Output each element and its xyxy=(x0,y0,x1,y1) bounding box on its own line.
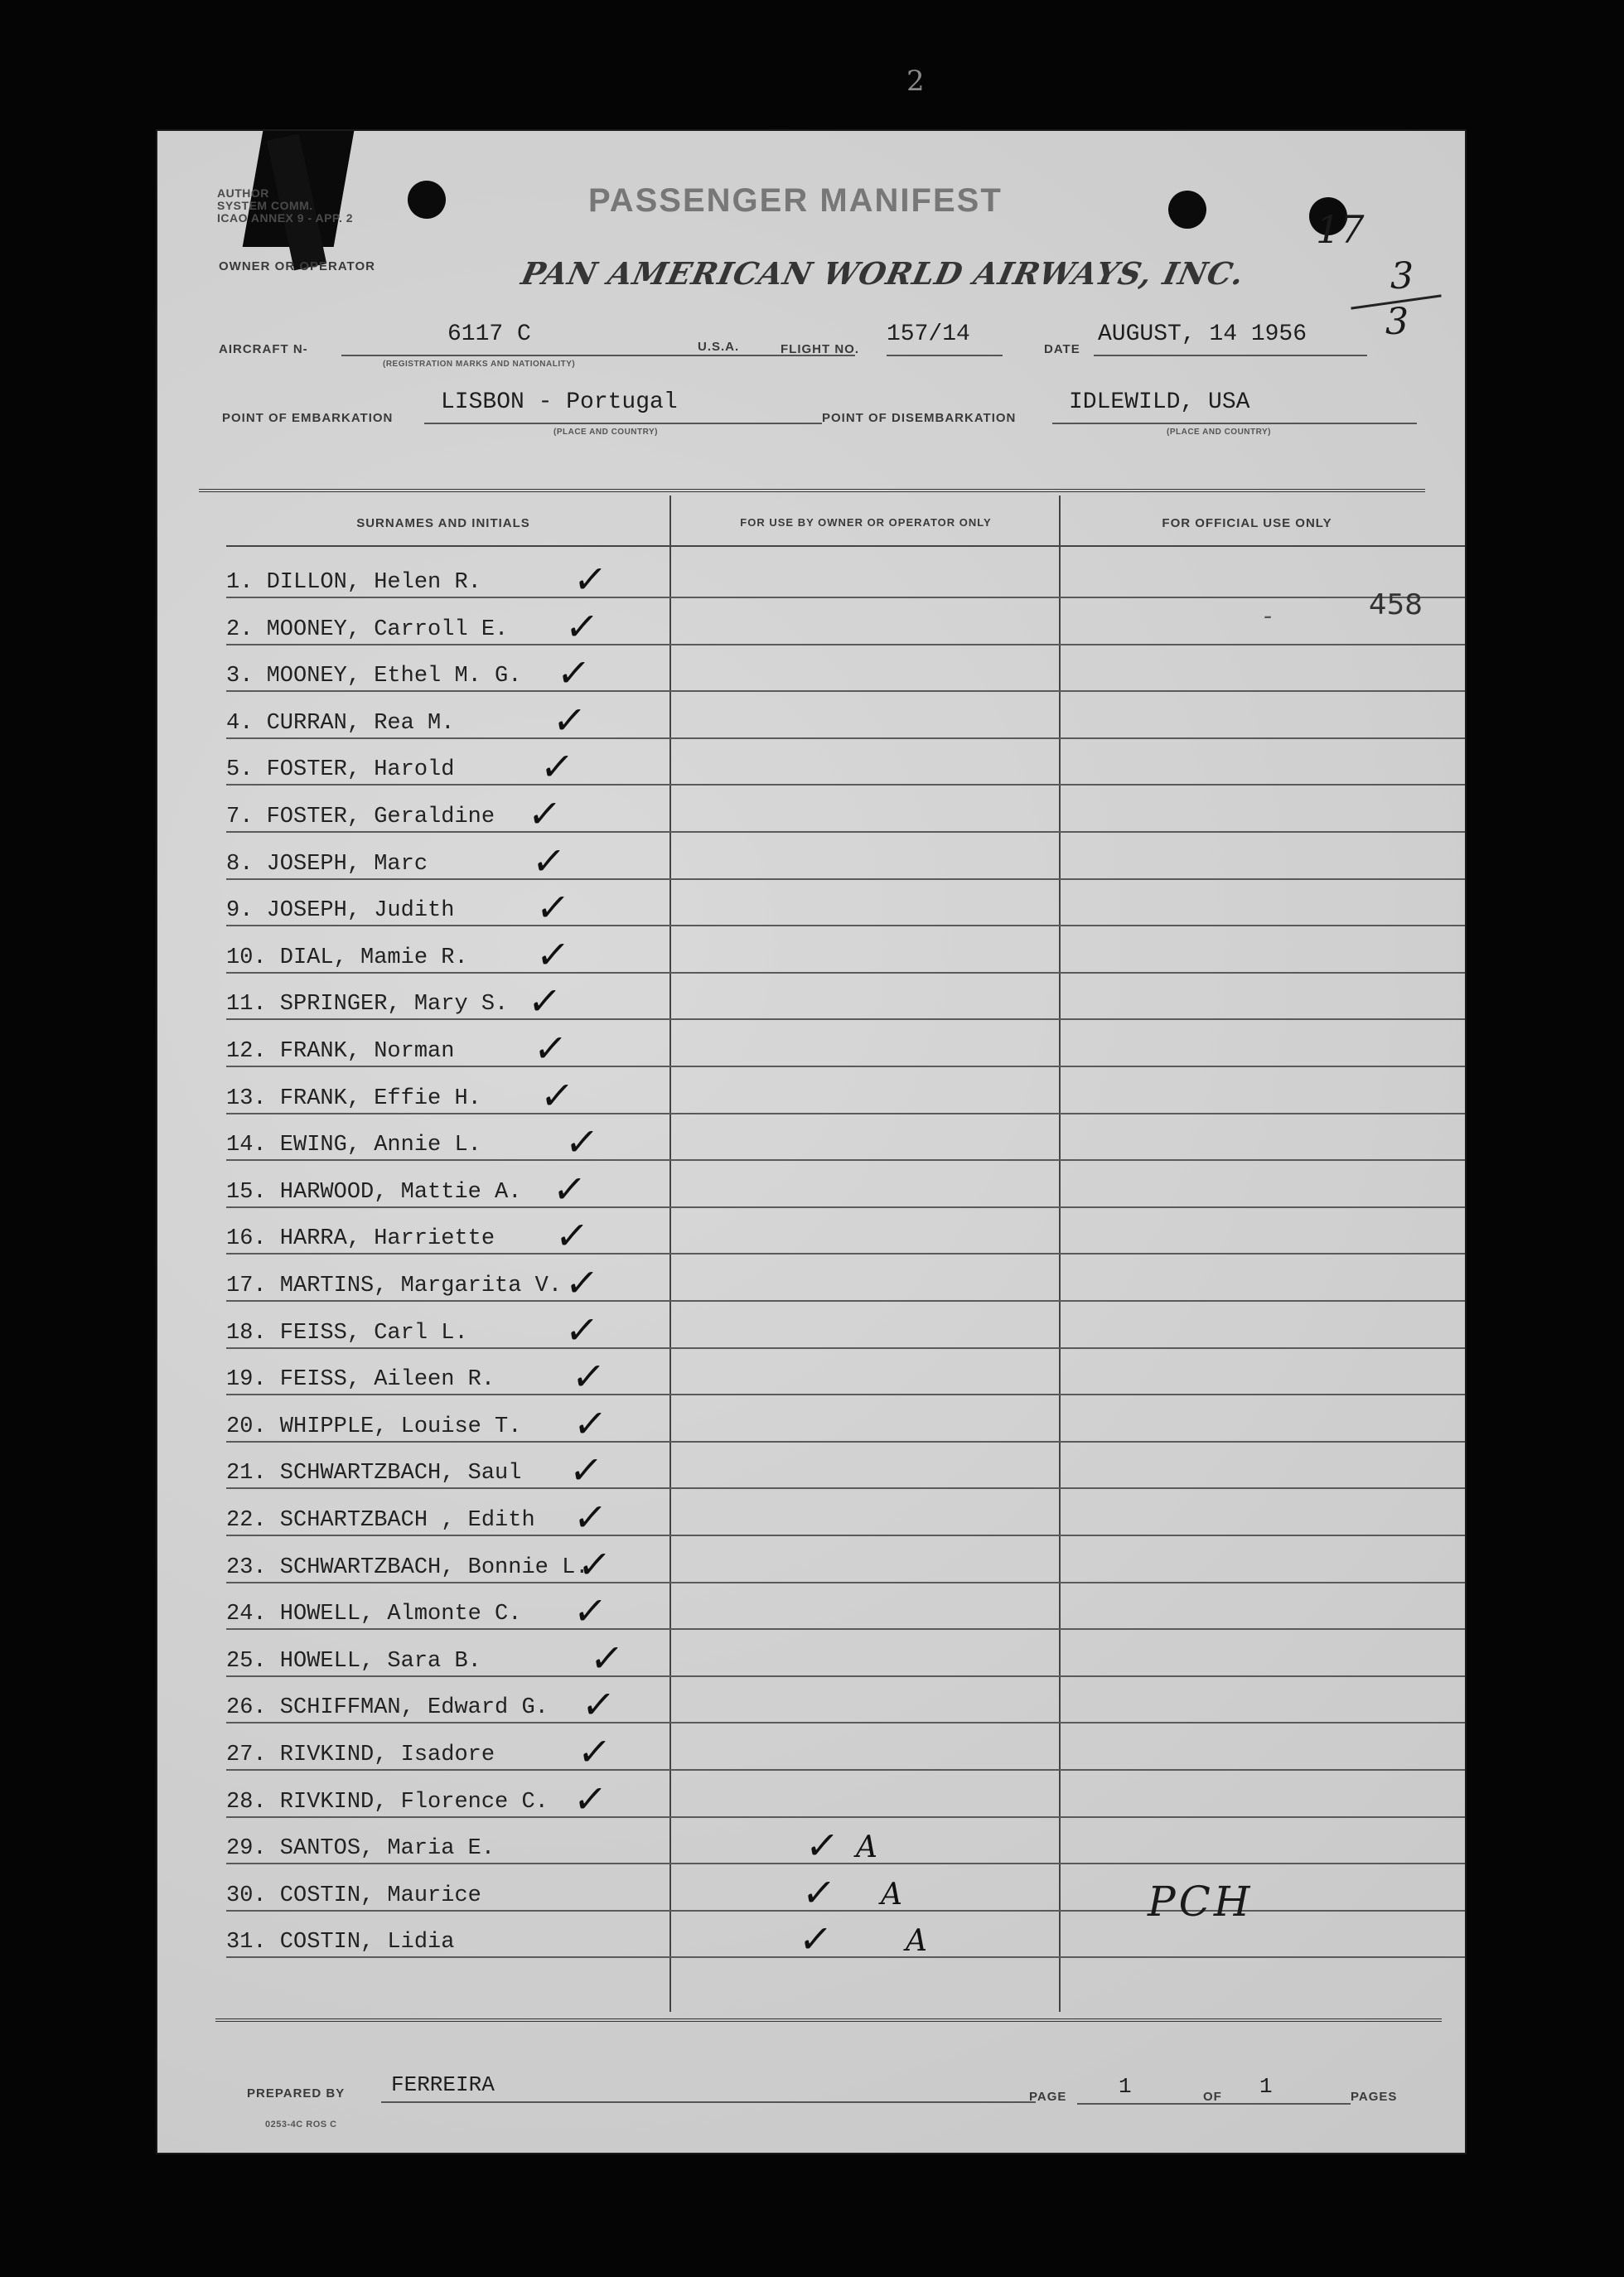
owner-check-icon: ✓ xyxy=(796,1917,835,1962)
owner-mark: A xyxy=(881,1877,902,1912)
passenger-name: 3. MOONEY, Ethel M. G. xyxy=(226,664,522,689)
embarkation-caption: (PLACE AND COUNTRY) xyxy=(553,428,658,437)
usa-label: U.S.A. xyxy=(698,340,740,354)
passenger-row xyxy=(226,1631,1465,1680)
passenger-row xyxy=(226,1114,1465,1165)
passenger-name: 17. MARTINS, Margarita V. xyxy=(226,1274,563,1298)
check-mark-icon: ✓ xyxy=(571,1400,610,1446)
footer-code: 0253-4C ROS C xyxy=(265,2120,337,2130)
passenger-name: 14. EWING, Annie L. xyxy=(226,1133,481,1158)
passenger-row xyxy=(226,1677,1465,1728)
passenger-name: 31. COSTIN, Lidia xyxy=(226,1930,455,1956)
passenger-name: 9. JOSEPH, Judith xyxy=(226,898,455,924)
page-total: 1 xyxy=(1259,2074,1273,2099)
passenger-name: 16. HARRA, Harriette xyxy=(226,1226,495,1252)
check-mark-icon: ✓ xyxy=(569,1354,608,1400)
check-mark-icon: ✓ xyxy=(538,1072,577,1118)
operator-name: PAN AMERICAN WORLD AIRWAYS, INC. xyxy=(518,255,1248,292)
table-bottom-rule xyxy=(215,2018,1442,2022)
check-mark-icon: ✓ xyxy=(563,1119,602,1165)
check-mark-icon: ✓ xyxy=(534,885,573,931)
passenger-row xyxy=(226,1396,1465,1446)
check-mark-icon: ✓ xyxy=(563,1260,602,1305)
passenger-row xyxy=(226,880,1465,931)
check-mark-icon: ✓ xyxy=(575,1729,614,1774)
passenger-name: 21. SCHWARTZBACH, Saul xyxy=(226,1461,522,1487)
passenger-row xyxy=(226,599,1465,649)
passenger-name: 10. DIAL, Mamie R. xyxy=(226,945,468,970)
form-code-line: ICAO ANNEX 9 - APP. 2 xyxy=(217,211,354,225)
passenger-name: 29. SANTOS, Maria E. xyxy=(226,1836,495,1862)
check-mark-icon: ✓ xyxy=(554,650,593,696)
passenger-name: 4. CURRAN, Rea M. xyxy=(226,710,455,736)
passenger-row xyxy=(226,693,1465,742)
passenger-row xyxy=(226,1208,1465,1259)
passenger-row xyxy=(226,1349,1465,1400)
passenger-name: 15. HARWOOD, Mattie A. xyxy=(226,1179,522,1205)
passenger-row xyxy=(226,552,1465,602)
passenger-row xyxy=(226,1537,1465,1587)
passenger-row xyxy=(226,1818,1465,1868)
passenger-row xyxy=(226,786,1465,836)
column-header-official: FOR OFFICIAL USE ONLY xyxy=(1162,516,1332,530)
column-header-surnames: SURNAMES AND INITIALS xyxy=(356,516,530,530)
aircraft-label: AIRCRAFT N- xyxy=(219,342,308,356)
check-mark-icon: ✓ xyxy=(529,838,568,883)
check-mark-icon: ✓ xyxy=(567,1448,606,1493)
of-label: OF xyxy=(1203,2090,1222,2104)
passenger-row xyxy=(226,1068,1465,1118)
passenger-name: 12. FRANK, Norman xyxy=(226,1039,455,1064)
passenger-name: 23. SCHWARTZBACH, Bonnie L. xyxy=(226,1554,589,1580)
owner-mark: A xyxy=(906,1924,927,1959)
check-mark-icon: ✓ xyxy=(538,744,577,790)
form-code xyxy=(217,187,353,225)
passenger-row xyxy=(226,1724,1465,1774)
disembarkation-label: POINT OF DISEMBARKATION xyxy=(822,411,1017,425)
passenger-name: 2. MOONEY, Carroll E. xyxy=(226,616,509,642)
form-code-line: SYSTEM COMM. xyxy=(217,199,313,212)
passenger-name: 7. FOSTER, Geraldine xyxy=(226,805,495,829)
passenger-row xyxy=(226,739,1465,790)
passenger-row xyxy=(226,1912,1465,1962)
passenger-name: 8. JOSEPH, Marc xyxy=(226,851,428,877)
passenger-row xyxy=(226,1255,1465,1305)
disembarkation-underline xyxy=(1052,423,1417,424)
corner-note-number: 17 xyxy=(1316,207,1365,252)
embarkation-underline xyxy=(424,423,822,424)
column-header-owner: FOR USE BY OWNER OR OPERATOR ONLY xyxy=(740,516,992,529)
prepared-underline xyxy=(381,2101,1036,2103)
prepared-label: PREPARED BY xyxy=(247,2086,346,2101)
check-mark-icon: ✓ xyxy=(571,1495,610,1540)
document-title: PASSENGER MANIFEST xyxy=(588,182,1003,219)
passenger-name: 25. HOWELL, Sara B. xyxy=(226,1648,481,1674)
passenger-row xyxy=(226,1490,1465,1540)
top-page-mark: 2 xyxy=(906,65,925,98)
pages-label: PAGES xyxy=(1351,2090,1398,2104)
passenger-name: 5. FOSTER, Harold xyxy=(226,757,455,783)
prepared-by: FERREIRA xyxy=(391,2072,495,2097)
flight-underline xyxy=(887,355,1003,356)
corner-note-fraction-bottom: 3 xyxy=(1385,301,1409,343)
passenger-name: 13. FRANK, Effie H. xyxy=(226,1085,481,1111)
check-mark-icon: ✓ xyxy=(531,1026,570,1071)
embarkation-label: POINT OF EMBARKATION xyxy=(222,411,394,425)
passenger-name: 1. DILLON, Helen R. xyxy=(226,570,481,595)
official-initials: PCH xyxy=(1148,1878,1254,1926)
page-number: 1 xyxy=(1119,2074,1132,2099)
punch-hole-center xyxy=(1168,191,1206,229)
punch-hole-left xyxy=(408,181,446,219)
check-mark-icon: ✓ xyxy=(571,1588,610,1634)
form-code-line: AUTHOR xyxy=(217,186,269,200)
table-top-rule xyxy=(199,489,1425,492)
passenger-row xyxy=(226,1021,1465,1071)
check-mark-icon: ✓ xyxy=(571,1776,610,1821)
check-mark-icon: ✓ xyxy=(575,1541,614,1587)
aircraft-underline xyxy=(341,355,855,356)
flight-label: FLIGHT NO. xyxy=(781,342,859,356)
check-mark-icon: ✓ xyxy=(550,1166,589,1211)
passenger-row xyxy=(226,1772,1465,1821)
owner-label: OWNER OR OPERATOR xyxy=(219,259,375,273)
passenger-name: 22. SCHARTZBACH , Edith xyxy=(226,1508,535,1533)
passenger-name: 11. SPRINGER, Mary S. xyxy=(226,992,509,1018)
check-mark-icon: ✓ xyxy=(587,1635,626,1680)
passenger-row xyxy=(226,927,1465,977)
date-value: AUGUST, 14 1956 xyxy=(1098,321,1307,347)
passenger-row xyxy=(226,1865,1465,1915)
disembarkation-caption: (PLACE AND COUNTRY) xyxy=(1167,428,1271,437)
check-mark-icon: ✓ xyxy=(553,1213,592,1259)
passenger-name: 24. HOWELL, Almonte C. xyxy=(226,1602,522,1627)
passenger-row xyxy=(226,1162,1465,1211)
check-mark-icon: ✓ xyxy=(525,979,564,1024)
page-label: PAGE xyxy=(1029,2090,1067,2104)
date-label: DATE xyxy=(1044,342,1080,356)
embarkation-value: LISBON - Portugal xyxy=(441,389,678,415)
passenger-name: 28. RIVKIND, Florence C. xyxy=(226,1789,549,1815)
owner-check-icon: ✓ xyxy=(803,1823,842,1868)
passenger-name: 19. FEISS, Aileen R. xyxy=(226,1367,495,1393)
check-mark-icon: ✓ xyxy=(563,1307,602,1352)
check-mark-icon: ✓ xyxy=(525,791,564,836)
corner-note-fraction-top: 3 xyxy=(1390,255,1414,297)
owner-check-icon: ✓ xyxy=(800,1869,839,1915)
header-rule xyxy=(226,545,1465,547)
passenger-name: 20. WHIPPLE, Louise T. xyxy=(226,1414,522,1439)
passenger-name: 30. COSTIN, Maurice xyxy=(226,1883,481,1908)
date-underline xyxy=(1094,355,1367,356)
passenger-row xyxy=(226,1303,1465,1352)
check-mark-icon: ✓ xyxy=(563,603,602,649)
owner-mark: A xyxy=(856,1830,877,1865)
check-mark-icon: ✓ xyxy=(550,697,589,742)
registration-caption: (REGISTRATION MARKS AND NATIONALITY) xyxy=(383,360,576,369)
passenger-row xyxy=(226,974,1465,1024)
passenger-name: 26. SCHIFFMAN, Edward G. xyxy=(226,1695,549,1721)
check-mark-icon: ✓ xyxy=(579,1682,618,1728)
passenger-row xyxy=(226,645,1465,696)
passenger-name: 18. FEISS, Carl L. xyxy=(226,1320,468,1346)
passenger-row xyxy=(226,834,1465,883)
disembarkation-value: IDLEWILD, USA xyxy=(1069,389,1250,415)
official-dash: - xyxy=(1264,602,1273,631)
check-mark-icon: ✓ xyxy=(534,931,573,977)
passenger-row xyxy=(226,1443,1465,1493)
row-rule xyxy=(226,1956,1465,1958)
passenger-row xyxy=(226,1583,1465,1634)
aircraft-value: 6117 C xyxy=(447,321,531,347)
passenger-name: 27. RIVKIND, Isadore xyxy=(226,1743,495,1767)
manifest-sheet xyxy=(157,131,1465,2153)
official-note: 458 xyxy=(1369,588,1423,621)
flight-number: 157/14 xyxy=(887,321,970,347)
check-mark-icon: ✓ xyxy=(571,557,610,602)
